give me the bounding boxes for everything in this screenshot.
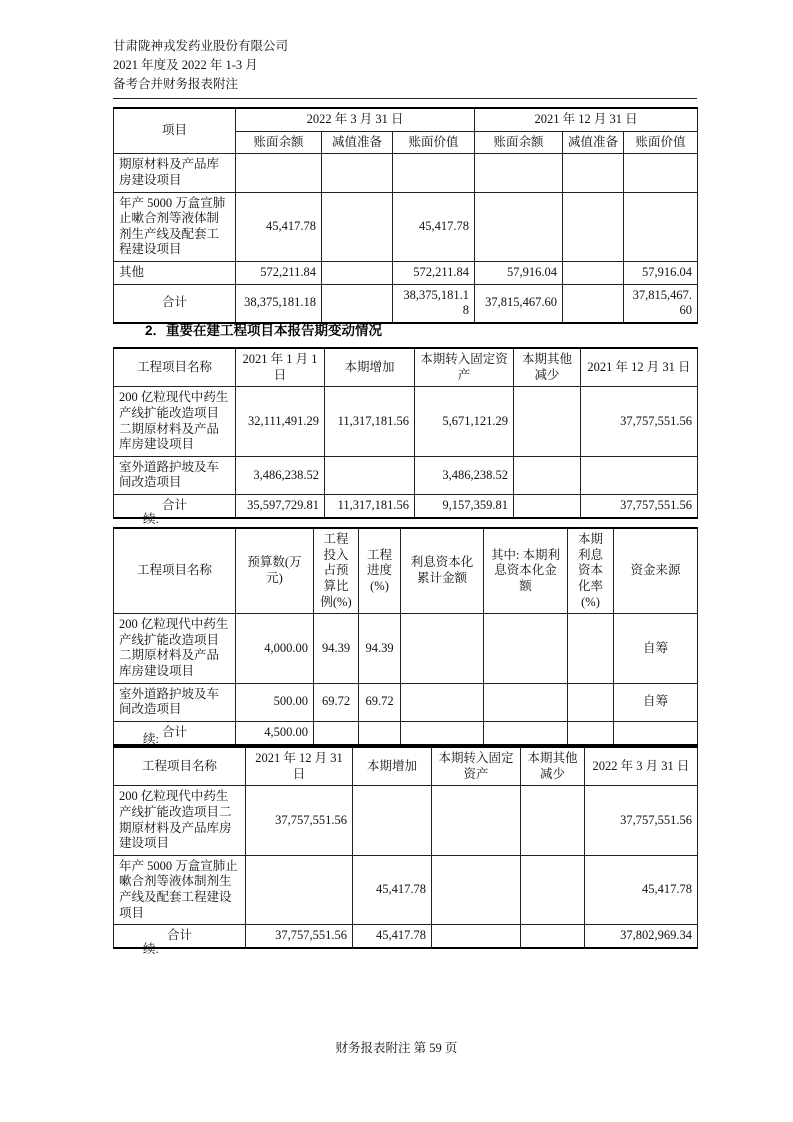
value-cell xyxy=(401,683,484,721)
value-cell xyxy=(484,683,568,721)
value-cell: 500.00 xyxy=(236,683,314,721)
value-cell xyxy=(563,284,624,323)
value-cell xyxy=(521,786,585,856)
value-cell xyxy=(432,925,521,948)
value-cell: 45,417.78 xyxy=(353,855,432,925)
value-cell: 45,417.78 xyxy=(585,855,698,925)
value-cell xyxy=(236,154,322,192)
project-name-cell: 年产 5000 万盒宣肺止嗽合剂等液体制剂生产线及配套工程建设项目 xyxy=(114,855,246,925)
value-cell: 37,757,551.56 xyxy=(246,925,353,948)
value-cell: 11,317,181.56 xyxy=(325,495,415,518)
column-header: 其中: 本期利息资本化金额 xyxy=(484,528,568,614)
value-cell: 5,671,121.29 xyxy=(415,387,514,457)
column-header-period-2022: 2022 年 3 月 31 日 xyxy=(236,108,475,131)
table-row xyxy=(114,387,698,457)
column-header: 账面价值 xyxy=(393,131,475,154)
value-cell: 37,757,551.56 xyxy=(246,786,353,856)
value-cell xyxy=(563,154,624,192)
value-cell xyxy=(514,456,581,494)
value-cell: 37,815,467.60 xyxy=(624,284,698,323)
value-cell xyxy=(624,192,698,262)
table-total-row xyxy=(114,284,698,323)
value-cell xyxy=(563,192,624,262)
table-row xyxy=(114,154,698,192)
column-header: 预算数(万元) xyxy=(236,528,314,614)
value-cell: 4,000.00 xyxy=(236,614,314,684)
doc-title: 备考合并财务报表附注 xyxy=(113,77,239,91)
column-header: 工程项目名称 xyxy=(114,348,236,387)
value-cell xyxy=(401,721,484,744)
report-period: 2021 年度及 2022 年 1-3 月 xyxy=(113,58,258,72)
column-header-period-2021: 2021 年 12 月 31 日 xyxy=(475,108,698,131)
column-header: 2021 年 1 月 1 日 xyxy=(236,348,325,387)
project-name-cell: 其他 xyxy=(114,262,236,285)
column-header: 账面价值 xyxy=(624,131,698,154)
value-cell: 38,375,181.18 xyxy=(393,284,475,323)
value-cell: 57,916.04 xyxy=(624,262,698,285)
value-cell: 69.72 xyxy=(359,683,401,721)
value-cell xyxy=(322,262,393,285)
total-label-cell: 合计 xyxy=(114,284,236,323)
value-cell xyxy=(514,387,581,457)
funding-source-cell: 自筹 xyxy=(614,614,698,684)
value-cell xyxy=(432,786,521,856)
value-cell xyxy=(484,721,568,744)
company-name: 甘肃陇神戎发药业股份有限公司 xyxy=(113,39,289,53)
page-header xyxy=(113,37,697,99)
value-cell xyxy=(563,262,624,285)
value-cell: 94.39 xyxy=(359,614,401,684)
value-cell: 37,757,551.56 xyxy=(581,495,698,518)
column-header: 本期转入固定资产 xyxy=(432,747,521,786)
value-cell xyxy=(521,855,585,925)
value-cell: 45,417.78 xyxy=(353,925,432,948)
value-cell: 69.72 xyxy=(314,683,359,721)
total-label-cell: 合计 xyxy=(114,495,236,518)
continued-label: 续: xyxy=(143,512,159,526)
column-header: 减值准备 xyxy=(563,131,624,154)
value-cell xyxy=(314,721,359,744)
value-cell xyxy=(353,786,432,856)
column-header: 工程进度(%) xyxy=(359,528,401,614)
value-cell: 572,211.84 xyxy=(236,262,322,285)
total-label-cell: 合计 xyxy=(114,721,236,744)
column-header: 2021 年 12 月 31 日 xyxy=(246,747,353,786)
table-row xyxy=(114,262,698,285)
value-cell xyxy=(581,456,698,494)
column-header: 资金来源 xyxy=(614,528,698,614)
project-name-cell: 年产 5000 万盒宣肺止嗽合剂等液体制剂生产线及配套工程建设项目 xyxy=(114,192,236,262)
project-name-cell: 200 亿粒现代中药生产线扩能改造项目二期原材料及产品库房建设项目 xyxy=(114,614,236,684)
table-row xyxy=(114,192,698,262)
value-cell xyxy=(393,154,475,192)
value-cell: 35,597,729.81 xyxy=(236,495,325,518)
value-cell: 11,317,181.56 xyxy=(325,387,415,457)
column-header: 减值准备 xyxy=(322,131,393,154)
value-cell xyxy=(475,154,563,192)
cip-balance-table xyxy=(113,107,698,324)
value-cell xyxy=(322,154,393,192)
value-cell xyxy=(514,495,581,518)
value-cell: 37,802,969.34 xyxy=(585,925,698,948)
table-header-row xyxy=(114,747,698,786)
value-cell: 9,157,359.81 xyxy=(415,495,514,518)
table-header-row xyxy=(114,348,698,387)
value-cell xyxy=(322,192,393,262)
project-name-cell: 室外道路护坡及车间改造项目 xyxy=(114,683,236,721)
column-header: 2021 年 12 月 31 日 xyxy=(581,348,698,387)
value-cell: 57,916.04 xyxy=(475,262,563,285)
column-header: 本期转入固定资产 xyxy=(415,348,514,387)
value-cell: 3,486,238.52 xyxy=(236,456,325,494)
continued-label: 续: xyxy=(143,942,159,956)
column-header: 本期其他减少 xyxy=(514,348,581,387)
column-header: 本期利息资本化率(%) xyxy=(568,528,614,614)
column-header: 账面余额 xyxy=(236,131,322,154)
table-row xyxy=(114,786,698,856)
value-cell: 37,757,551.56 xyxy=(585,786,698,856)
value-cell xyxy=(521,925,585,948)
value-cell: 38,375,181.18 xyxy=(236,284,322,323)
value-cell xyxy=(484,614,568,684)
value-cell xyxy=(246,855,353,925)
project-name-cell: 200 亿粒现代中药生产线扩能改造项目二期原材料及产品库房建设项目 xyxy=(114,786,246,856)
column-header: 本期其他减少 xyxy=(521,747,585,786)
funding-source-cell xyxy=(614,721,698,744)
table-header-row xyxy=(114,528,698,614)
value-cell xyxy=(568,721,614,744)
table-row xyxy=(114,456,698,494)
value-cell: 37,757,551.56 xyxy=(581,387,698,457)
total-label-cell: 合计 xyxy=(114,925,246,948)
column-header: 本期增加 xyxy=(325,348,415,387)
value-cell xyxy=(401,614,484,684)
project-name-cell: 室外道路护坡及车间改造项目 xyxy=(114,456,236,494)
table-header-row xyxy=(114,108,698,131)
table-row xyxy=(114,683,698,721)
section-2-heading: 2．重要在建工程项目本报告期变动情况 xyxy=(145,323,383,338)
value-cell xyxy=(568,683,614,721)
project-name-cell: 期原材料及产品库房建设项目 xyxy=(114,154,236,192)
value-cell xyxy=(475,192,563,262)
funding-source-cell: 自筹 xyxy=(614,683,698,721)
project-name-cell: 200 亿粒现代中药生产线扩能改造项目二期原材料及产品库房建设项目 xyxy=(114,387,236,457)
value-cell: 45,417.78 xyxy=(236,192,322,262)
column-header: 账面余额 xyxy=(475,131,563,154)
value-cell: 37,815,467.60 xyxy=(475,284,563,323)
column-header: 工程项目名称 xyxy=(114,747,246,786)
column-header-project: 项目 xyxy=(114,108,236,154)
value-cell xyxy=(568,614,614,684)
value-cell: 32,111,491.29 xyxy=(236,387,325,457)
table-row xyxy=(114,855,698,925)
column-header: 本期增加 xyxy=(353,747,432,786)
value-cell: 4,500.00 xyxy=(236,721,314,744)
cip-movement-2022q1-table xyxy=(113,746,698,949)
value-cell: 3,486,238.52 xyxy=(415,456,514,494)
value-cell: 572,211.84 xyxy=(393,262,475,285)
cip-movement-2021-table xyxy=(113,347,698,519)
value-cell xyxy=(325,456,415,494)
column-header: 工程项目名称 xyxy=(114,528,236,614)
value-cell xyxy=(359,721,401,744)
page-footer: 财务报表附注 第 59 页 xyxy=(335,1041,458,1055)
cip-budget-table xyxy=(113,527,698,746)
value-cell: 94.39 xyxy=(314,614,359,684)
continued-label: 续: xyxy=(143,732,159,746)
value-cell xyxy=(322,284,393,323)
column-header: 工程投入占预算比例(%) xyxy=(314,528,359,614)
table-row xyxy=(114,614,698,684)
column-header: 利息资本化累计金额 xyxy=(401,528,484,614)
value-cell: 45,417.78 xyxy=(393,192,475,262)
column-header: 2022 年 3 月 31 日 xyxy=(585,747,698,786)
value-cell xyxy=(624,154,698,192)
value-cell xyxy=(432,855,521,925)
